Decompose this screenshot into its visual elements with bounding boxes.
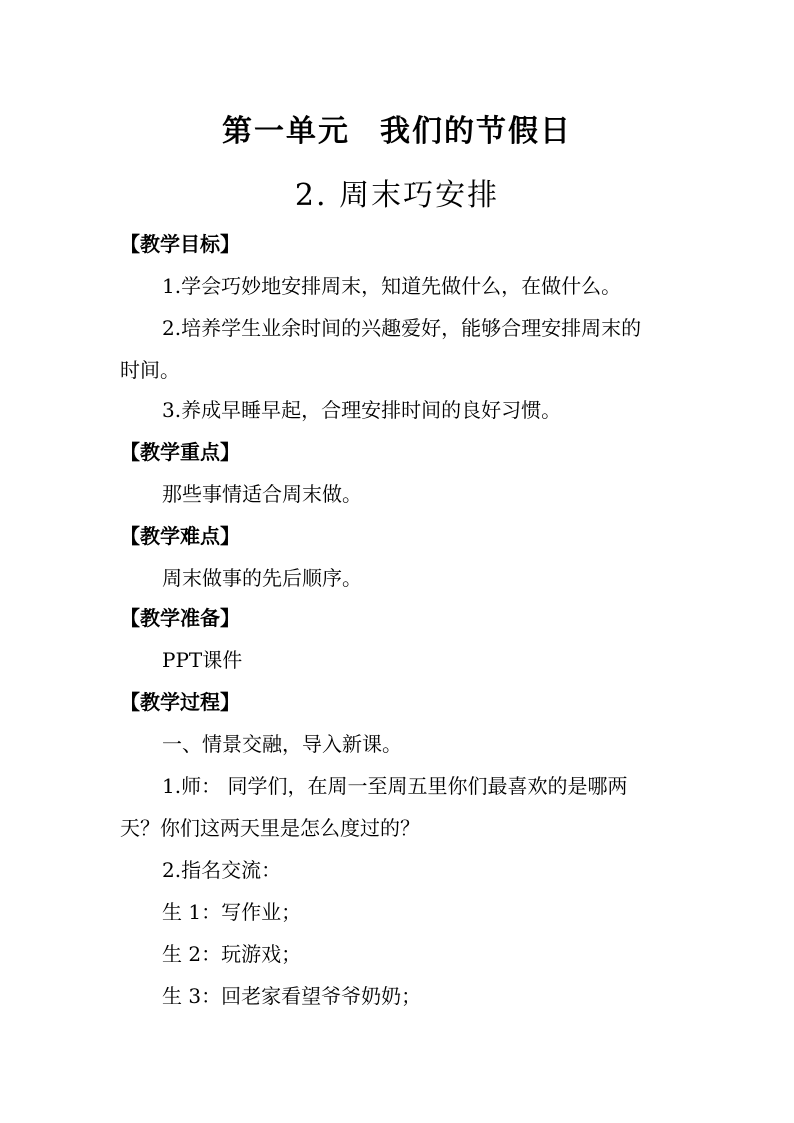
preparation-text: PPT课件 [162,648,243,672]
goal-item: 2.培养学生业余时间的兴趣爱好，能够合理安排周末的 [162,316,642,340]
process-line: 一、情景交融，导入新课。 [162,732,402,756]
key-points-text: 那些事情适合周末做。 [162,482,362,506]
goal-item: 1.学会巧妙地安排周末，知道先做什么，在做什么。 [162,274,622,298]
key-points-heading: 【教学重点】 [120,440,240,464]
unit-label: 第一单元 [222,114,350,149]
lesson-title: 2. 周末巧安排 [294,178,500,213]
process-heading: 【教学过程】 [120,690,240,714]
process-line: 生 1：写作业； [162,900,302,924]
goal-item-continuation: 时间。 [120,358,180,382]
process-line: 2.指名交流： [162,858,282,882]
difficulties-text: 周末做事的先后顺序。 [162,566,362,590]
difficulties-heading: 【教学难点】 [120,524,240,548]
process-line: 生 3：回老家看望爷爷奶奶； [162,984,422,1008]
goal-item: 3.养成早睡早起，合理安排时间的良好习惯。 [162,398,562,422]
unit-topic: 我们的节假日 [380,114,572,149]
process-line-continuation: 天？你们这两天里是怎么度过的？ [120,816,420,840]
process-line: 生 2：玩游戏； [162,942,302,966]
preparation-heading: 【教学准备】 [120,606,240,630]
unit-title [0,106,794,150]
process-line: 1.师： 同学们，在周一至周五里你们最喜欢的是哪两 [162,774,628,798]
goals-heading: 【教学目标】 [120,232,240,256]
